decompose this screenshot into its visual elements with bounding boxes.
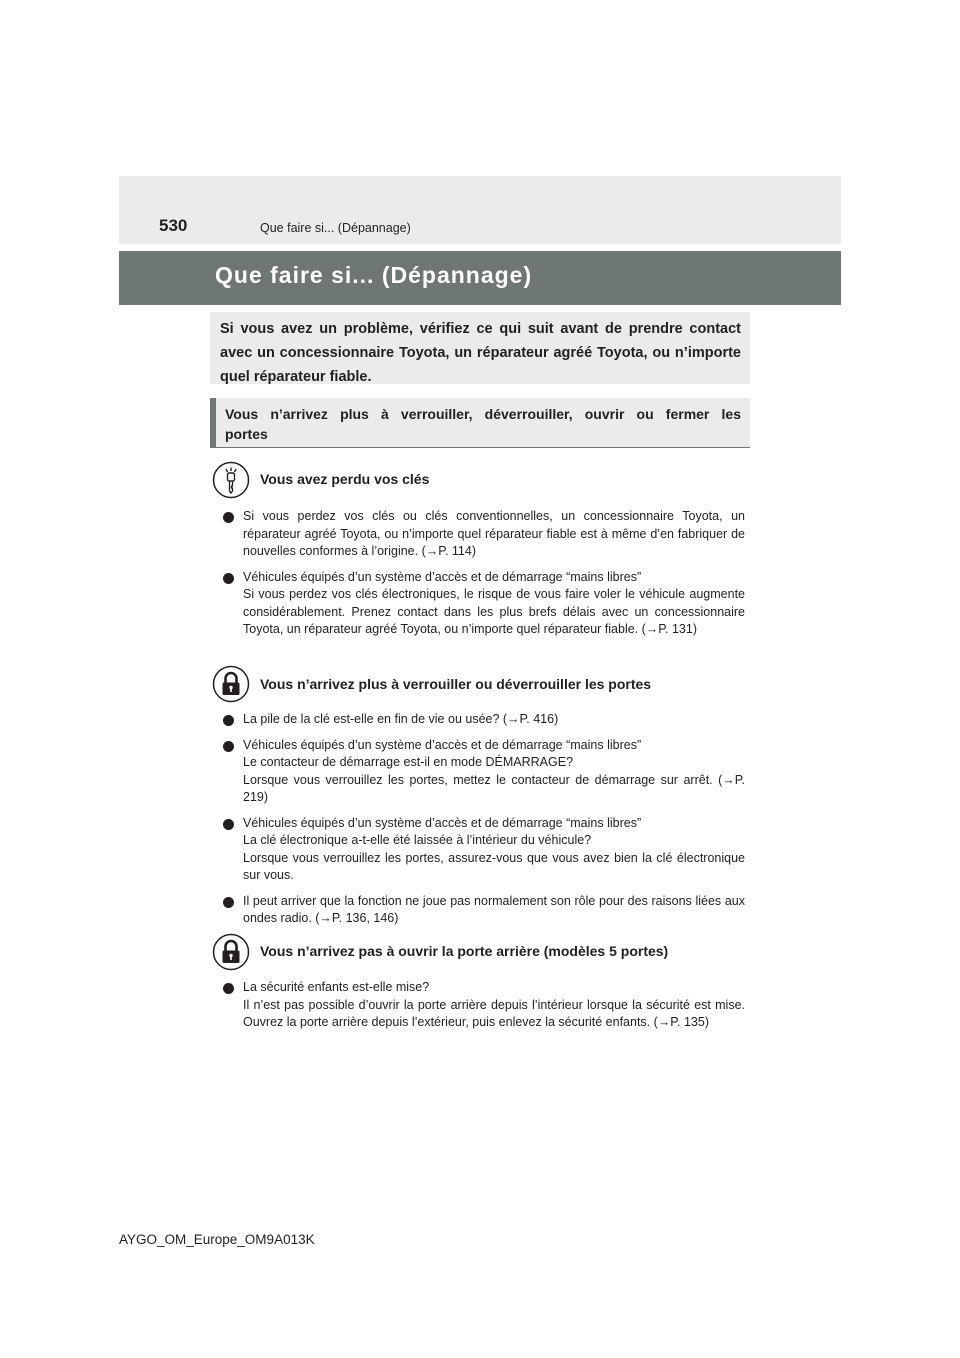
bullet-icon [223, 512, 234, 523]
padlock-icon [212, 933, 250, 971]
bullet-item: Véhicules équipés d’un système d’accès et de démarrage “mains libres” Le contacteur de démarrage est-il en mode DÉMARRAGE? Lorsque vous verrouillez les portes, mettez le contacteur de démarrage sur arrêt. (→P. 219) [222, 737, 745, 807]
page-number: 530 [159, 216, 188, 235]
bullet-icon [223, 897, 234, 908]
page-title: Que faire si... (Dépannage) [215, 262, 533, 288]
bullet-item: Véhicules équipés d’un système d’accès et de démarrage “mains libres” La clé électronique a-t-elle été laissée à l’intérieur du véhicule? Lorsque vous verrouillez les portes, assurez-vous que vous avez bien la clé électronique sur vous. [222, 815, 745, 885]
bullet-item: La pile de la clé est-elle en fin de vie ou usée? (→P. 416) [222, 711, 745, 729]
key-icon [212, 461, 250, 499]
footer-doc-code: AYGO_OM_Europe_OM9A013K [119, 1232, 315, 1247]
padlock-icon [212, 665, 250, 703]
bullet-icon [223, 983, 234, 994]
intro-text: Si vous avez un problème, vérifiez ce qui suit avant de prendre contact avec un concessionnaire Toyota, un réparateur agréé Toyota, ou n’importe quel réparateur fiable. [220, 321, 741, 385]
bullet-icon [223, 819, 234, 830]
bullet-list [222, 979, 745, 1040]
bullet-item: Il peut arriver que la fonction ne joue pas normalement son rôle pour des raisons liées aux ondes radio. (→P. 136, 146) [222, 893, 745, 928]
bullet-item: La sécurité enfants est-elle mise? Il n’est pas possible d’ouvrir la porte arrière depuis l’intérieur lorsque la sécurité est mise. Ouvrez la porte arrière depuis l’extérieur, puis enlevez la sécurité enfants. (→P. 135) [222, 979, 745, 1032]
running-title: Que faire si... (Dépannage) [260, 221, 411, 235]
bullet-icon [223, 573, 234, 584]
bullet-icon [223, 741, 234, 752]
section-heading [210, 398, 750, 448]
bullet-item: Si vous perdez vos clés ou clés conventionnelles, un concessionnaire Toyota, un réparateur agréé Toyota, ou n’importe quel réparateur fiable est à même d’en fabriquer de nouvelles conformes à l’origine. (→P. 114) [222, 508, 745, 561]
header-band [119, 176, 841, 244]
intro-box [210, 312, 750, 384]
bullet-item: Véhicules équipés d’un système d’accès et de démarrage “mains libres” Si vous perdez vos clés électroniques, le risque de vous faire voler le véhicule augmente considérablement. Prenez contact dans les plus brefs délais avec un concessionnaire Toyota, un réparateur agréé Toyota, ou n’importe quel réparateur fiable. (→P. 131) [222, 569, 745, 639]
bullet-list [222, 711, 745, 936]
subsection-title: Vous avez perdu vos clés [260, 471, 430, 487]
bullet-icon [223, 715, 234, 726]
section-title: Vous n’arrivez plus à verrouiller, déverrouiller, ouvrir ou fermer les portes [225, 406, 741, 442]
subsection-title: Vous n’arrivez plus à verrouiller ou déverrouiller les portes [260, 676, 652, 692]
subsection-title: Vous n’arrivez pas à ouvrir la porte arrière (modèles 5 portes) [260, 943, 669, 959]
bullet-list [222, 508, 745, 647]
